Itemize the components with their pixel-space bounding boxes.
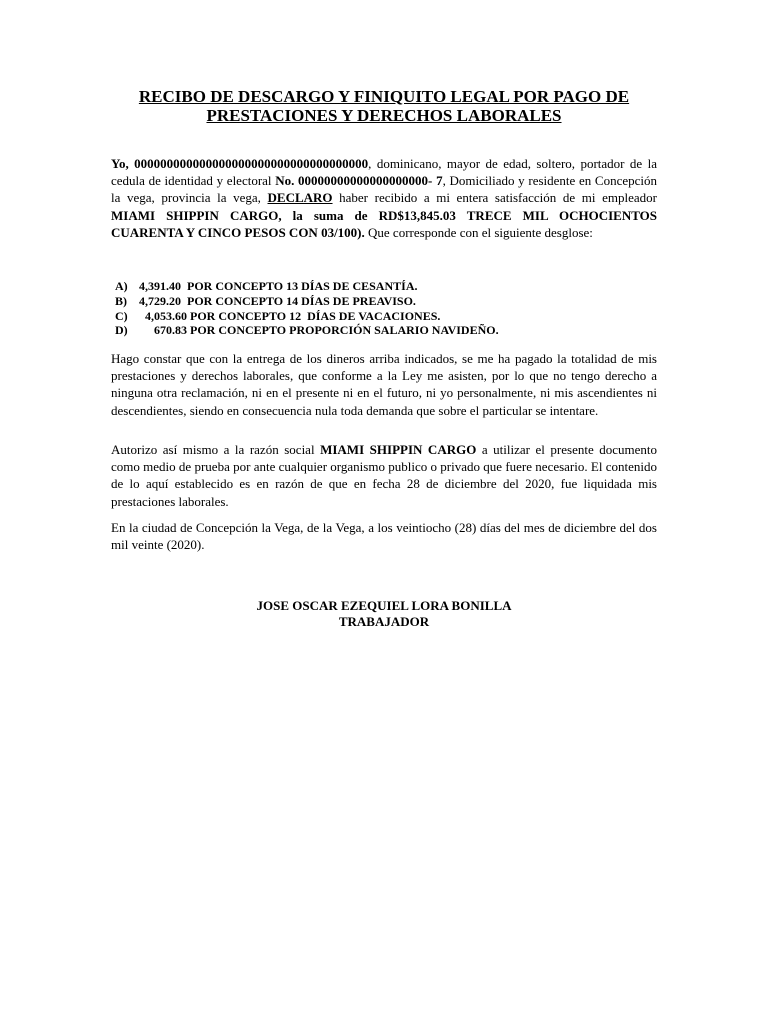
worker-name-placeholder: 000000000000000000000000000000000000 bbox=[134, 156, 369, 171]
list-marker: A) bbox=[115, 279, 128, 293]
list-item bbox=[115, 309, 565, 324]
document-title bbox=[100, 87, 668, 125]
title-line-1: RECIBO DE DESCARGO Y FINIQUITO LEGAL POR PAGO DE bbox=[138, 87, 630, 106]
authorization-paragraph bbox=[111, 441, 657, 510]
place-date-paragraph: En la ciudad de Concepción la Vega, de la Vega, a los veintiocho (28) días del mes de diciembre del dos mil veinte (2020). bbox=[111, 520, 657, 553]
list-item-text: 4,729.20 POR CONCEPTO 14 DÍAS DE PREAVISO. bbox=[139, 293, 416, 308]
authorization-text-1: Autorizo así mismo a la razón social bbox=[111, 442, 321, 457]
list-item bbox=[115, 323, 565, 338]
list-item bbox=[115, 279, 565, 294]
title-line-2: PRESTACIONES Y DERECHOS LABORALES bbox=[206, 106, 562, 125]
authorization-text-2: a utilizar el presente documento como medio de prueba por ante cualquier organismo publico o privado que fuere necesario. El contenido de lo aquí establecido es en razón de que en fecha 28 de diciembre del 2020, fue liquidada mis prestaciones laborales. bbox=[111, 442, 658, 509]
release-paragraph: Hago constar que con la entrega de los dineros arriba indicados, se me ha pagado la totalidad de mis prestaciones y derechos laborales, que conforme a la Ley me asisten, por lo que no tengo derecho a ninguna otra reclamación, ni en el presente ni en el futuro, ni yo personalmente, ni mis ascendientes ni descendientes, siendo en consecuencia nula toda demanda que sobre el particular se intentare. bbox=[111, 351, 657, 418]
list-item bbox=[115, 294, 565, 309]
signature-name: JOSE OSCAR EZEQUIEL LORA BONILLA bbox=[256, 598, 512, 613]
cedula-number: No. 00000000000000000000- 7 bbox=[275, 173, 443, 189]
declaration-text-3: haber recibido a mi entera satisfacción de mi empleador bbox=[332, 190, 657, 206]
breakdown-list bbox=[115, 279, 565, 338]
yo-label: Yo, bbox=[111, 156, 129, 171]
declaration-text-4: Que corresponde con el siguiente desglose: bbox=[364, 224, 593, 240]
employer-amount: MIAMI SHIPPIN CARGO, la suma de RD$13,845.03 TRECE MIL OCHOCIENTOS CUARENTA Y CINCO PESOS CON 03/100). bbox=[111, 207, 657, 240]
signature-role: TRABAJADOR bbox=[338, 614, 430, 629]
declaro-word: DECLARO bbox=[267, 190, 333, 206]
list-marker: B) bbox=[115, 293, 127, 308]
declaration-paragraph bbox=[111, 155, 657, 241]
list-item-text: 670.83 POR CONCEPTO PROPORCIÓN SALARIO NAVIDEÑO. bbox=[139, 323, 499, 338]
list-marker: C) bbox=[115, 308, 128, 323]
list-item-text: 4,053.60 POR CONCEPTO 12 DÍAS DE VACACIONES. bbox=[139, 308, 441, 323]
list-marker: D) bbox=[115, 323, 128, 338]
list-item-text: 4,391.40 POR CONCEPTO 13 DÍAS DE CESANTÍA. bbox=[139, 279, 418, 293]
declaration-text-1: , dominicano, mayor de edad, soltero, portador de la cedula de identidad y electoral bbox=[111, 156, 657, 189]
company-name: MIAMI SHIPPIN CARGO bbox=[320, 442, 477, 457]
declaration-text-2: , Domiciliado y residente en Concepción la vega, provincia la vega, bbox=[111, 173, 658, 206]
